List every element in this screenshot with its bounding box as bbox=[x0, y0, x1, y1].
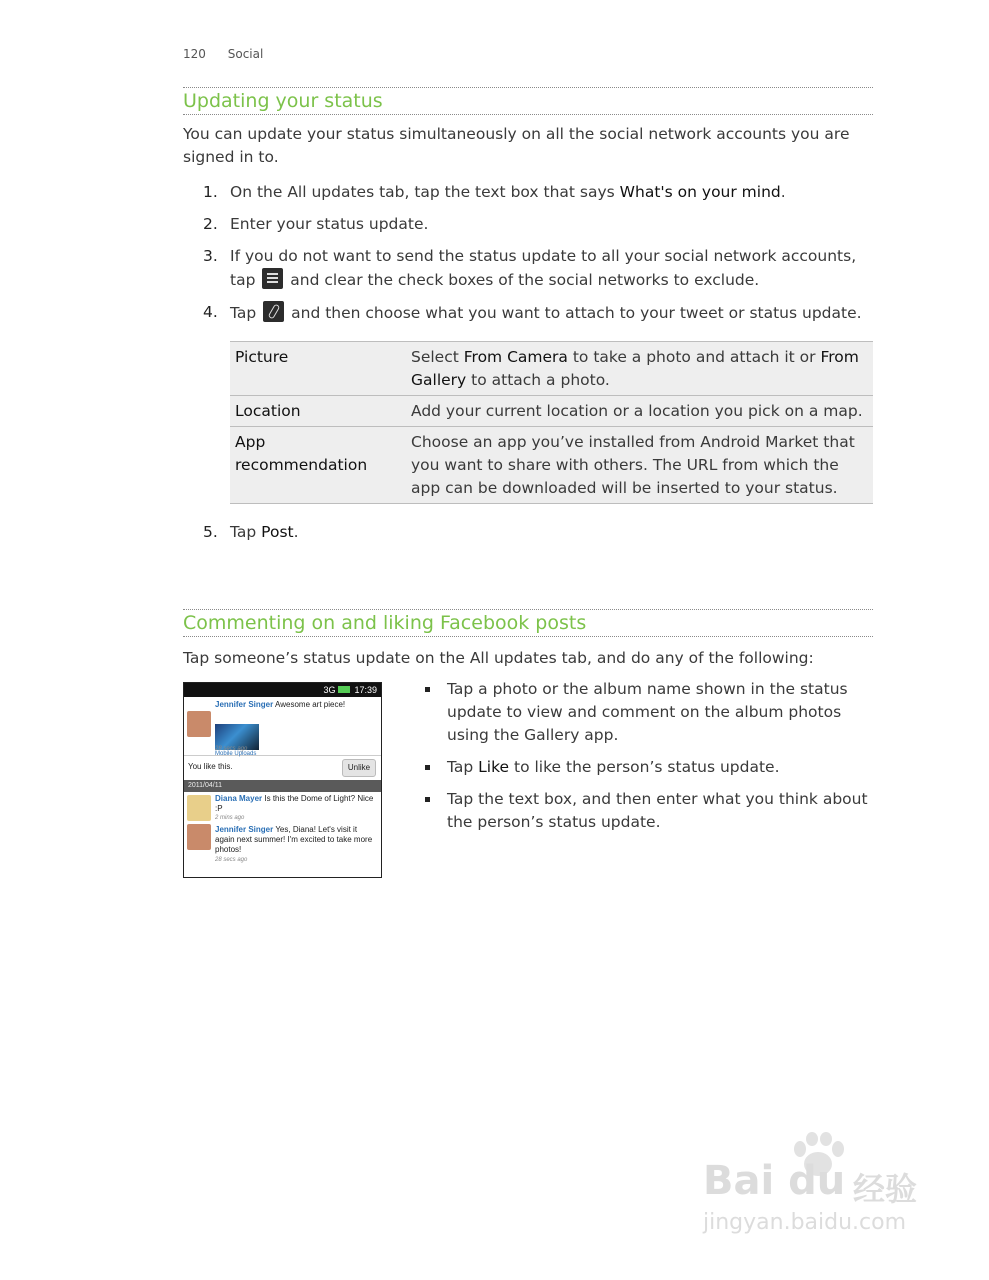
list-item: Tap a photo or the album name shown in the status update to view and comment on the album photos using the Gallery app. bbox=[423, 678, 873, 747]
page-number: 120 bbox=[183, 47, 206, 61]
avatar bbox=[187, 824, 211, 850]
battery-icon bbox=[338, 686, 350, 693]
table-row: App recommendation Choose an app you’ve installed from Android Market that you want to share with others. The URL from which the app can be downloaded will be inserted to your status. bbox=[230, 427, 873, 504]
section-heading: Updating your status bbox=[183, 87, 873, 115]
like-text: You like this. bbox=[188, 762, 233, 771]
baidu-watermark: Bai du 经验 jingyan.baidu.com bbox=[703, 1140, 929, 1240]
table-row: Location Add your current location or a location you pick on a map. bbox=[230, 396, 873, 427]
step-2: 2. Enter your status update. bbox=[203, 215, 429, 233]
section-intro: You can update your status simultaneously on all the social network accounts you are signed in to. bbox=[183, 125, 850, 166]
step-1: 1. On the All updates tab, tap the text box that says What's on your mind. bbox=[203, 183, 786, 201]
comment: Jennifer Singer Yes, Diana! Let's visit it again next summer! I'm excited to take more photos! bbox=[215, 825, 373, 854]
avatar bbox=[187, 711, 211, 737]
avatar bbox=[187, 795, 211, 821]
attachment-options-table bbox=[230, 341, 873, 504]
section-intro: Tap someone’s status update on the All updates tab, and do any of the following: bbox=[183, 649, 814, 667]
paperclip-icon bbox=[263, 301, 284, 322]
ui-label: What's on your mind bbox=[619, 183, 781, 201]
step-4: 4. Tap and then choose what you want to attach to your tweet or status update. Picture Select From Camera to take a photo and attach it or From Gallery to attach a photo. Location Add your current location or a location you pick on a map. App recommendation Choose an app you’ve installed from Android Market that you want to share with others. The URL from which the app can be downloaded will be inserted to your status. bbox=[183, 301, 873, 504]
step-3: 3. If you do not want to send the status update to all your social network accounts, tap and clear the check boxes of the social networks to exclude. bbox=[203, 247, 857, 289]
phone-screenshot: 3G 17:39 Jennifer Singer Awesome art piece! Mobile Uploads 28 secs ago You like this. Unlike 2011/04/11 Diana Mayer Is this the Dome of Light? Nice :P 2 mins ago Jennifer Singer Yes, Diana! Let's visit it again next summer! I'm excited to take more photos! 28 secs ago bbox=[183, 682, 382, 878]
phone-status-bar: 3G 17:39 bbox=[184, 683, 381, 697]
section-heading: Commenting on and liking Facebook posts bbox=[183, 609, 873, 637]
steps-list bbox=[183, 181, 873, 544]
section-updating-status bbox=[183, 87, 873, 544]
step-5: 5. Tap Post. bbox=[203, 523, 299, 541]
list-item: Tap the text box, and then enter what you think about the person’s status update. bbox=[423, 788, 873, 834]
chapter-name: Social bbox=[227, 47, 264, 61]
list-settings-icon bbox=[262, 268, 283, 289]
status-post: Jennifer Singer Awesome art piece! Mobile Uploads bbox=[184, 697, 381, 756]
unlike-button[interactable]: Unlike bbox=[342, 759, 376, 777]
table-row: Picture Select From Camera to take a photo and attach it or From Gallery to attach a photo. bbox=[230, 342, 873, 396]
comment: Diana Mayer Is this the Dome of Light? Nice :P bbox=[215, 794, 374, 813]
like-bar bbox=[184, 756, 381, 778]
running-header bbox=[183, 47, 281, 61]
section-facebook-posts bbox=[183, 609, 873, 670]
list-item: Tap Like to like the person’s status update. bbox=[423, 756, 873, 779]
date-divider: 2011/04/11 bbox=[184, 780, 381, 792]
action-bullets bbox=[423, 678, 873, 834]
